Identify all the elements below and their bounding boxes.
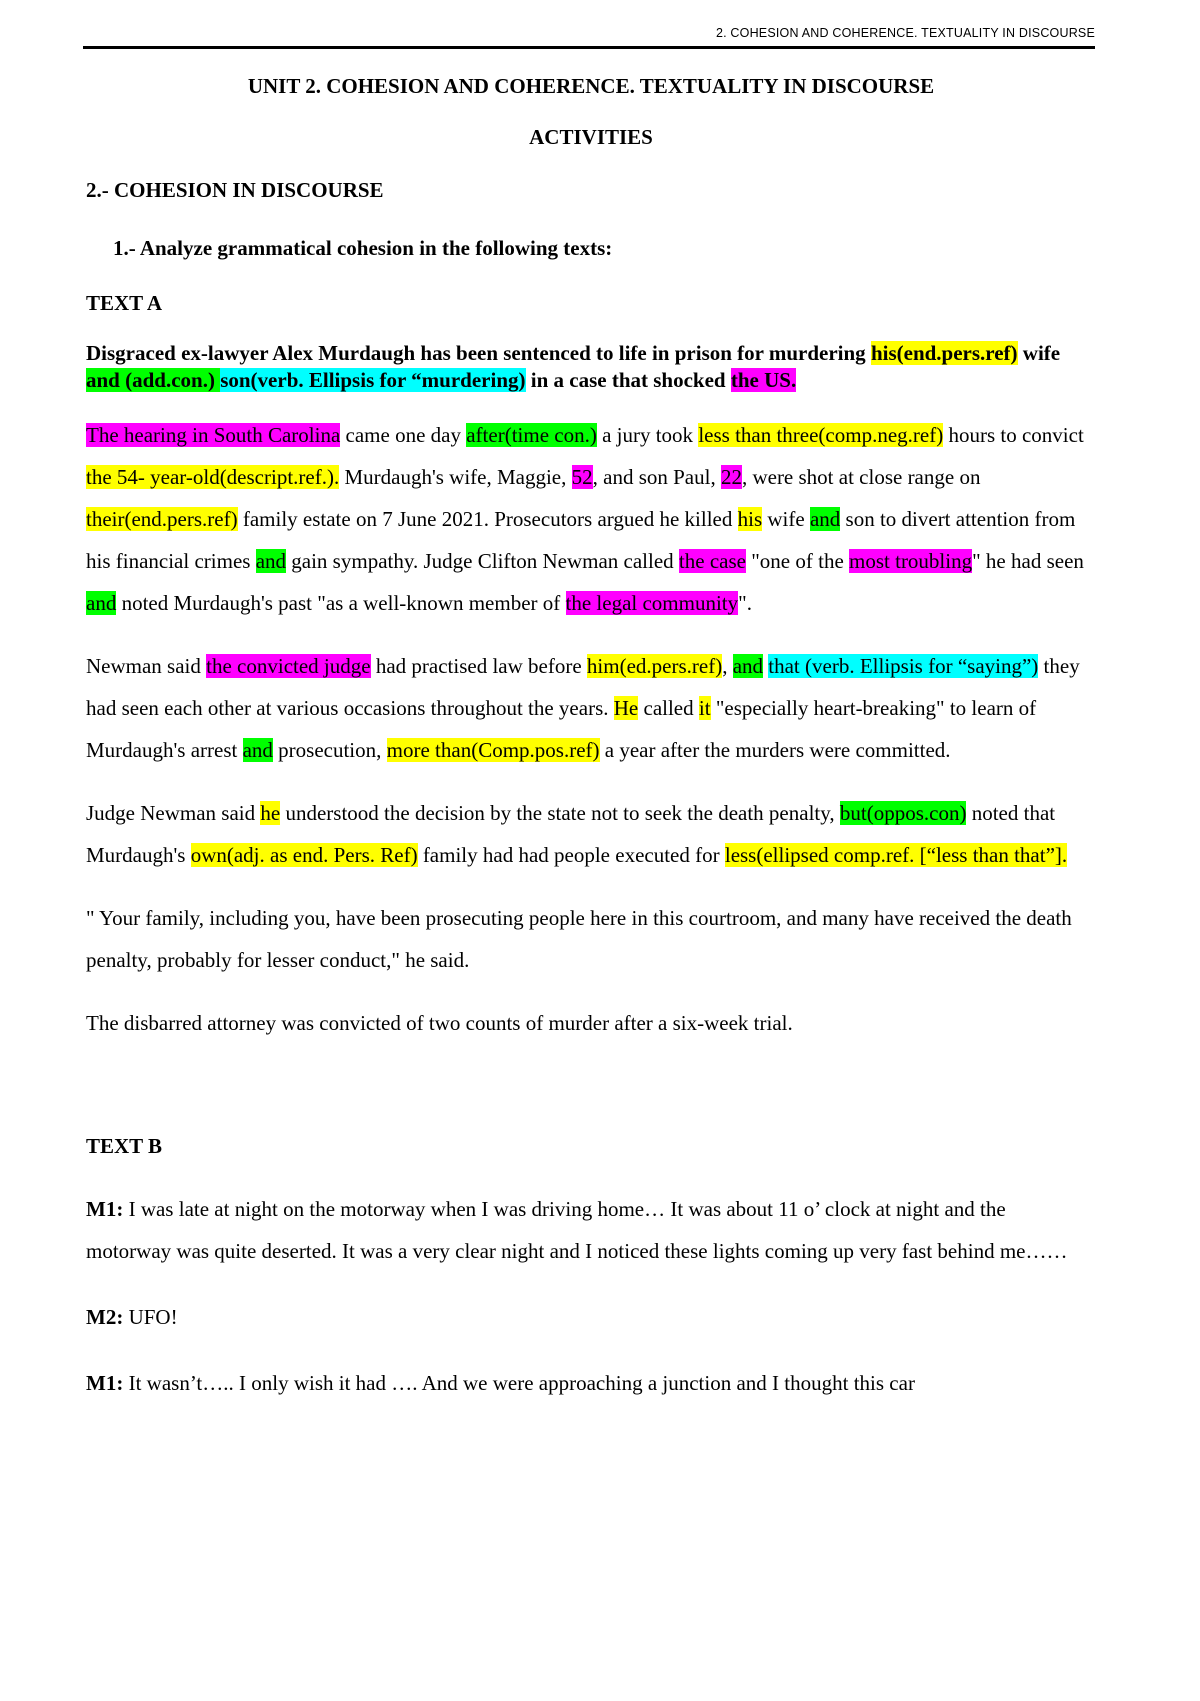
highlighted-annotation: the 54- year-old(descript.ref.). — [86, 465, 340, 489]
text-run: , — [722, 654, 733, 678]
text-run: called — [638, 696, 699, 720]
text-run: gain sympathy. Judge Clifton Newman called — [286, 549, 679, 573]
highlighted-annotation: it — [698, 696, 711, 720]
highlighted-annotation: the case — [678, 549, 746, 573]
text-a-paragraph-4 — [86, 897, 1096, 981]
section-heading: 2.- COHESION IN DISCOURSE — [86, 178, 384, 202]
text-run: "one of the — [745, 549, 850, 573]
highlighted-annotation: their(end.pers.ref) — [86, 507, 238, 531]
highlighted-annotation: and — [242, 738, 273, 762]
text-run: family had had people executed for — [417, 843, 725, 867]
text-run: hours to convict — [943, 423, 1084, 447]
activity-instruction: 1.- Analyze grammatical cohesion in the following texts: — [113, 236, 613, 260]
activities-subtitle: ACTIVITIES — [529, 125, 653, 149]
highlighted-annotation: The hearing in South Carolina — [86, 423, 341, 447]
highlighted-annotation: the legal community — [565, 591, 739, 615]
document-body — [86, 74, 1096, 1404]
highlighted-annotation: son(verb. Ellipsis for “murdering) — [220, 368, 526, 392]
highlighted-annotation: most troubling — [849, 549, 973, 573]
highlighted-annotation: him(ed.pers.ref) — [586, 654, 723, 678]
highlighted-annotation: own(adj. as end. Pers. Ref) — [190, 843, 418, 867]
text-run: " he had seen — [972, 549, 1084, 573]
highlighted-annotation: the US. — [730, 368, 797, 392]
text-run: Disgraced ex-lawyer Alex Murdaugh has been sentenced to life in prison for murdering — [86, 341, 871, 365]
highlighted-annotation: 52 — [571, 465, 593, 489]
dialog-line — [86, 1188, 1096, 1272]
text-run: came one day — [340, 423, 467, 447]
dialog-text: It wasn’t….. I only wish it had …. And we were approaching a junction and I thought this car — [123, 1371, 915, 1395]
text-a-label: TEXT A — [86, 291, 163, 315]
highlighted-annotation: and — [255, 549, 287, 573]
text-run: prosecution, — [272, 738, 387, 762]
highlighted-annotation: 22 — [720, 465, 742, 489]
text-run: Newman said — [86, 654, 207, 678]
text-run: family estate on 7 June 2021. Prosecutors argued he killed — [237, 507, 738, 531]
text-run: had practised law before — [370, 654, 587, 678]
speaker-label: M1: — [86, 1371, 124, 1395]
unit-title: UNIT 2. COHESION AND COHERENCE. TEXTUALITY IN DISCOURSE — [247, 74, 935, 98]
highlighted-annotation: and — [86, 591, 117, 615]
text-run: noted that Murdaugh's — [86, 801, 1056, 867]
speaker-label: M2: — [86, 1305, 124, 1329]
running-header: 2. COHESION AND COHERENCE. TEXTUALITY IN DISCOURSE — [715, 26, 1095, 40]
text-run: a jury took — [596, 423, 699, 447]
text-run: a year after the murders were committed. — [599, 738, 951, 762]
text-a-paragraph-2 — [86, 645, 1096, 771]
text-run: " Your family, including you, have been prosecuting people here in this courtroom, and many have received the death penalty, probably for lesser conduct," he said. — [86, 906, 1072, 972]
text-a-lead — [86, 340, 1096, 394]
highlighted-annotation: he — [260, 801, 281, 825]
text-run: ". — [738, 591, 752, 615]
highlighted-annotation: and — [809, 507, 841, 531]
highlighted-annotation: and — [732, 654, 764, 678]
highlighted-annotation: less than three(comp.neg.ref) — [698, 423, 944, 447]
highlighted-annotation: his — [737, 507, 763, 531]
text-b-label: TEXT B — [86, 1134, 163, 1158]
text-a-paragraph-1 — [86, 414, 1096, 624]
highlighted-annotation: that (verb. Ellipsis for “saying”) — [768, 654, 1039, 678]
text-a-paragraph-3 — [86, 792, 1096, 876]
highlighted-annotation: his(end.pers.ref) — [870, 341, 1018, 365]
dialog-line — [86, 1296, 1096, 1338]
highlighted-annotation: He — [613, 696, 639, 720]
text-run: "especially heart-breaking" to learn of Murdaugh's arrest — [86, 696, 1037, 762]
dialog-line — [86, 1362, 1096, 1404]
text-run: The disbarred attorney was convicted of two counts of murder after a six-week trial. — [86, 1011, 793, 1035]
text-run: Murdaugh's wife, Maggie, — [339, 465, 572, 489]
text-run: , and son Paul, — [592, 465, 721, 489]
highlighted-annotation: the convicted judge — [206, 654, 371, 678]
highlighted-annotation: after(time con.) — [466, 423, 597, 447]
dialog-text: UFO! — [123, 1305, 178, 1329]
text-run: understood the decision by the state not to seek the death penalty, — [280, 801, 840, 825]
text-run: noted Murdaugh's past "as a well-known member of — [116, 591, 566, 615]
text-run: Judge Newman said — [86, 801, 261, 825]
text-run: son to divert attention from his financial crimes — [86, 507, 1076, 573]
highlighted-annotation: and (add.con.) — [86, 368, 221, 392]
speaker-label: M1: — [86, 1197, 124, 1221]
text-a-paragraph-5 — [86, 1002, 1096, 1044]
highlighted-annotation: less(ellipsed comp.ref. [“less than that”]. — [724, 843, 1068, 867]
text-run: they had seen each other at various occasions throughout the years. — [86, 654, 1080, 720]
dialog-text: I was late at night on the motorway when I was driving home… It was about 11 o’ clock at night and the motorway was quite deserted. It was a very clear night and I noticed these lights coming up very fast behind me…… — [86, 1197, 1068, 1263]
text-run: wife — [762, 507, 810, 531]
highlighted-annotation: but(oppos.con) — [839, 801, 967, 825]
text-run: wife — [1017, 341, 1061, 365]
text-run: , were shot at close range on — [741, 465, 981, 489]
highlighted-annotation: more than(Comp.pos.ref) — [386, 738, 600, 762]
text-run: in a case that shocked — [525, 368, 731, 392]
header-rule — [83, 46, 1095, 49]
